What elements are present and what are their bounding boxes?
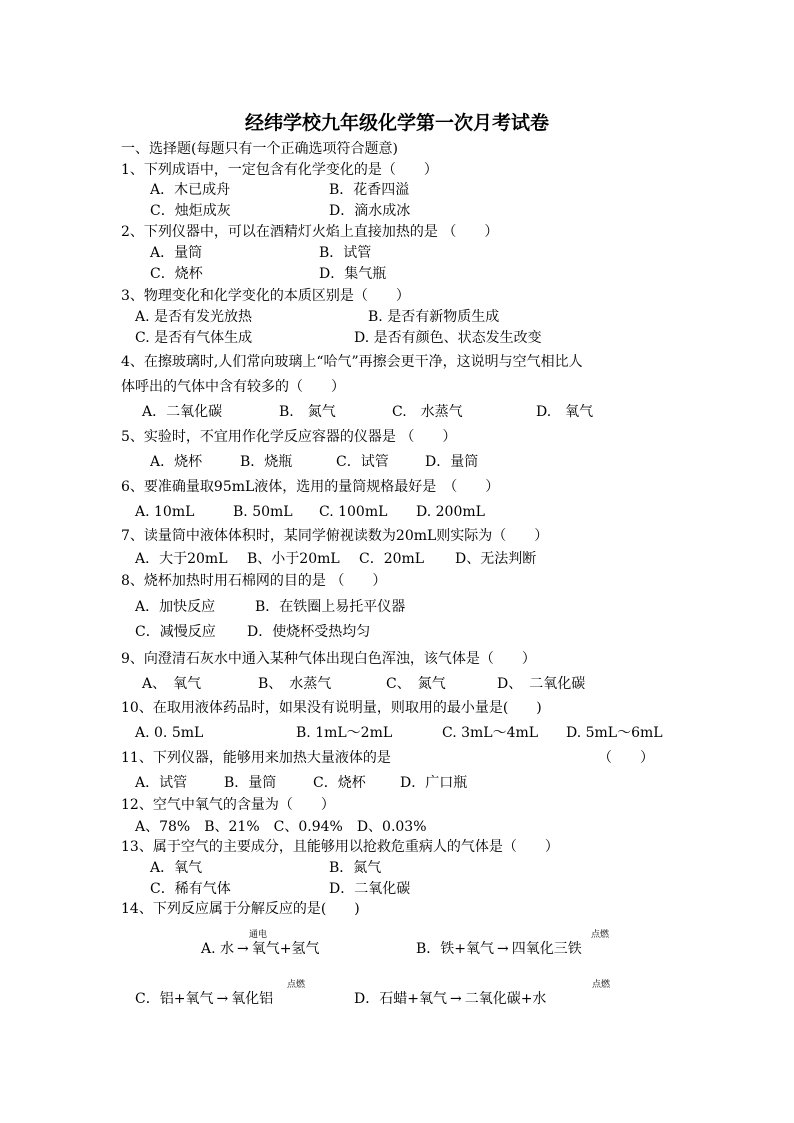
question-2-option-a: A．量筒 (150, 245, 203, 261)
question-1-option-c: C．烛炬成灰 (150, 203, 231, 219)
question-14-option-c (135, 990, 273, 1008)
question-4-option-d: D. 氧气 (536, 404, 594, 420)
question-6-option-a: A. 10mL (135, 504, 195, 520)
question-12-options: A、78% B、21% C、0.94% D、0.03% (135, 819, 427, 835)
question-1-stem: 1、下列成语中，一定包含有化学变化的是（ ） (121, 162, 438, 178)
question-5-option-a: A．烧杯 (150, 454, 203, 470)
question-5-option-d: D．量筒 (425, 454, 479, 470)
question-8-option-d: D．使烧杯受热均匀 (247, 624, 371, 640)
question-10-option-c: C. 3mL～4mL (442, 725, 539, 741)
question-11-option-d: D．广口瓶 (400, 775, 468, 791)
question-9-stem: 9、向澄清石灰水中通入某种气体出现白色浑浊，该气体是（ ） (121, 651, 536, 667)
question-7-option-a: A．大于20mL (135, 551, 228, 567)
question-14-option-b (416, 940, 582, 958)
question-11-option-a: A．试管 (135, 775, 188, 791)
question-7-option-b: B、小于20mL (247, 551, 340, 567)
question-9-option-a: A、 氧气 (142, 676, 202, 692)
question-8-stem: 8、烧杯加热时用石棉网的目的是 （ ） (121, 573, 387, 589)
question-13-stem: 13、属于空气的主要成分，且能够用以抢救危重病人的气体是（ ） (121, 839, 559, 855)
question-14-option-c-reactants: C．铝+氧气 (135, 991, 214, 1007)
question-1-option-d: D．滴水成冰 (329, 203, 411, 219)
question-3-option-d: D. 是否有颜色、状态发生改变 (354, 330, 542, 346)
question-6-option-c: C. 100mL (319, 504, 388, 520)
question-4-option-c: C. 水蒸气 (392, 404, 463, 420)
question-12-stem: 12、空气中氧气的含量为（ ） (121, 797, 335, 813)
question-9-option-b: B、 水蒸气 (258, 676, 332, 692)
question-14-option-a-condition: 通电 (249, 930, 268, 940)
question-14-option-a-products: 氧气+氢气 (251, 941, 320, 957)
question-14-option-d-condition: 点燃 (592, 980, 611, 990)
question-11-option-b: B．量筒 (224, 775, 277, 791)
question-4-stem-line-2: 体呼出的气体中含有较多的（ ） (121, 379, 345, 395)
question-5-option-c: C．试管 (336, 454, 389, 470)
question-8-option-b: B．在铁圈上易托平仪器 (255, 599, 406, 615)
question-6-option-d: D. 200mL (416, 504, 485, 520)
arrow-icon: → (237, 941, 249, 957)
question-7-option-c: C．20mL (359, 551, 425, 567)
question-14-option-a-reactants: A. 水 (201, 941, 235, 957)
question-13-option-c: C．稀有气体 (150, 881, 231, 897)
arrow-icon: → (216, 991, 229, 1007)
question-14-option-b-products: 四氧化三铁 (511, 941, 582, 957)
question-14-option-a (201, 940, 319, 958)
question-13-option-b: B．氮气 (329, 860, 382, 876)
question-14-option-d-products: 二氧化碳+水 (464, 991, 547, 1007)
question-10-option-b: B. 1mL～2mL (296, 725, 393, 741)
question-2-option-b: B．试管 (319, 245, 372, 261)
question-5-stem: 5、实验时，不宜用作化学反应容器的仪器是 （ ） (121, 429, 457, 445)
arrow-icon: → (449, 991, 462, 1007)
question-11-stem: 11、下列仪器，能够用来加热大量液体的是 (121, 750, 391, 766)
section-heading: 一、选择题(每题只有一个正确选项符合题意) (121, 141, 398, 157)
page-title: 经纬学校九年级化学第一次月考试卷 (244, 112, 549, 134)
question-11-option-c: C．烧杯 (313, 775, 366, 791)
question-14-option-d (354, 990, 546, 1008)
arrow-icon: → (497, 941, 509, 957)
question-2-stem: 2、下列仪器中，可以在酒精灯火焰上直接加热的是 （ ） (121, 224, 499, 240)
question-3-option-a: A. 是否有发光放热 (135, 309, 253, 325)
question-14-option-d-reactants: D．石蜡+氧气 (354, 991, 447, 1007)
question-13-option-a: A．氧气 (150, 860, 203, 876)
question-14-option-b-condition: 点燃 (591, 930, 610, 940)
question-14-stem: 14、下列反应属于分解反应的是( ) (121, 901, 360, 917)
question-14-option-c-products: 氧化铝 (231, 991, 274, 1007)
question-4-option-a: A．二氧化碳 (142, 404, 223, 420)
question-7-option-d: D、无法判断 (455, 551, 537, 567)
question-1-option-b: B．花香四溢 (329, 182, 410, 198)
question-5-option-b: B．烧瓶 (240, 454, 293, 470)
question-13-option-d: D．二氧化碳 (329, 881, 411, 897)
question-11-answer-paren: （ ） (598, 750, 654, 766)
question-9-option-c: C、 氮气 (386, 676, 446, 692)
question-3-option-b: B. 是否有新物质生成 (368, 309, 500, 325)
question-6-stem: 6、要准确量取95mL液体，选用的量筒规格最好是 （ ） (121, 479, 500, 495)
question-10-option-d: D. 5mL～6mL (566, 725, 663, 741)
question-3-option-c: C. 是否有气体生成 (135, 330, 253, 346)
question-8-option-a: A．加快反应 (135, 599, 216, 615)
question-14-option-c-condition: 点燃 (287, 980, 306, 990)
question-2-option-d: D．集气瓶 (319, 266, 387, 282)
question-10-option-a: A. 0. 5mL (135, 725, 204, 741)
question-7-stem: 7、读量筒中液体体积时，某同学俯视读数为20mL则实际为（ ） (121, 528, 549, 544)
question-2-option-c: C．烧杯 (150, 266, 203, 282)
question-8-option-c: C．减慢反应 (135, 624, 216, 640)
question-4-stem-line-1: 4、在擦玻璃时,人们常向玻璃上“哈气”再擦会更干净，这说明与空气相比人 (121, 354, 583, 370)
question-9-option-d: D、 二氧化碳 (497, 676, 586, 692)
question-6-option-b: B. 50mL (233, 504, 293, 520)
question-14-option-b-reactants: B．铁+氧气 (416, 941, 495, 957)
question-1-option-a: A．木已成舟 (150, 182, 231, 198)
question-3-stem: 3、物理变化和化学变化的本质区别是（ ） (121, 288, 410, 304)
question-4-option-b: B. 氮气 (279, 404, 336, 420)
question-10-stem: 10、在取用液体药品时，如果没有说明量，则取用的最小量是( ) (121, 700, 542, 716)
